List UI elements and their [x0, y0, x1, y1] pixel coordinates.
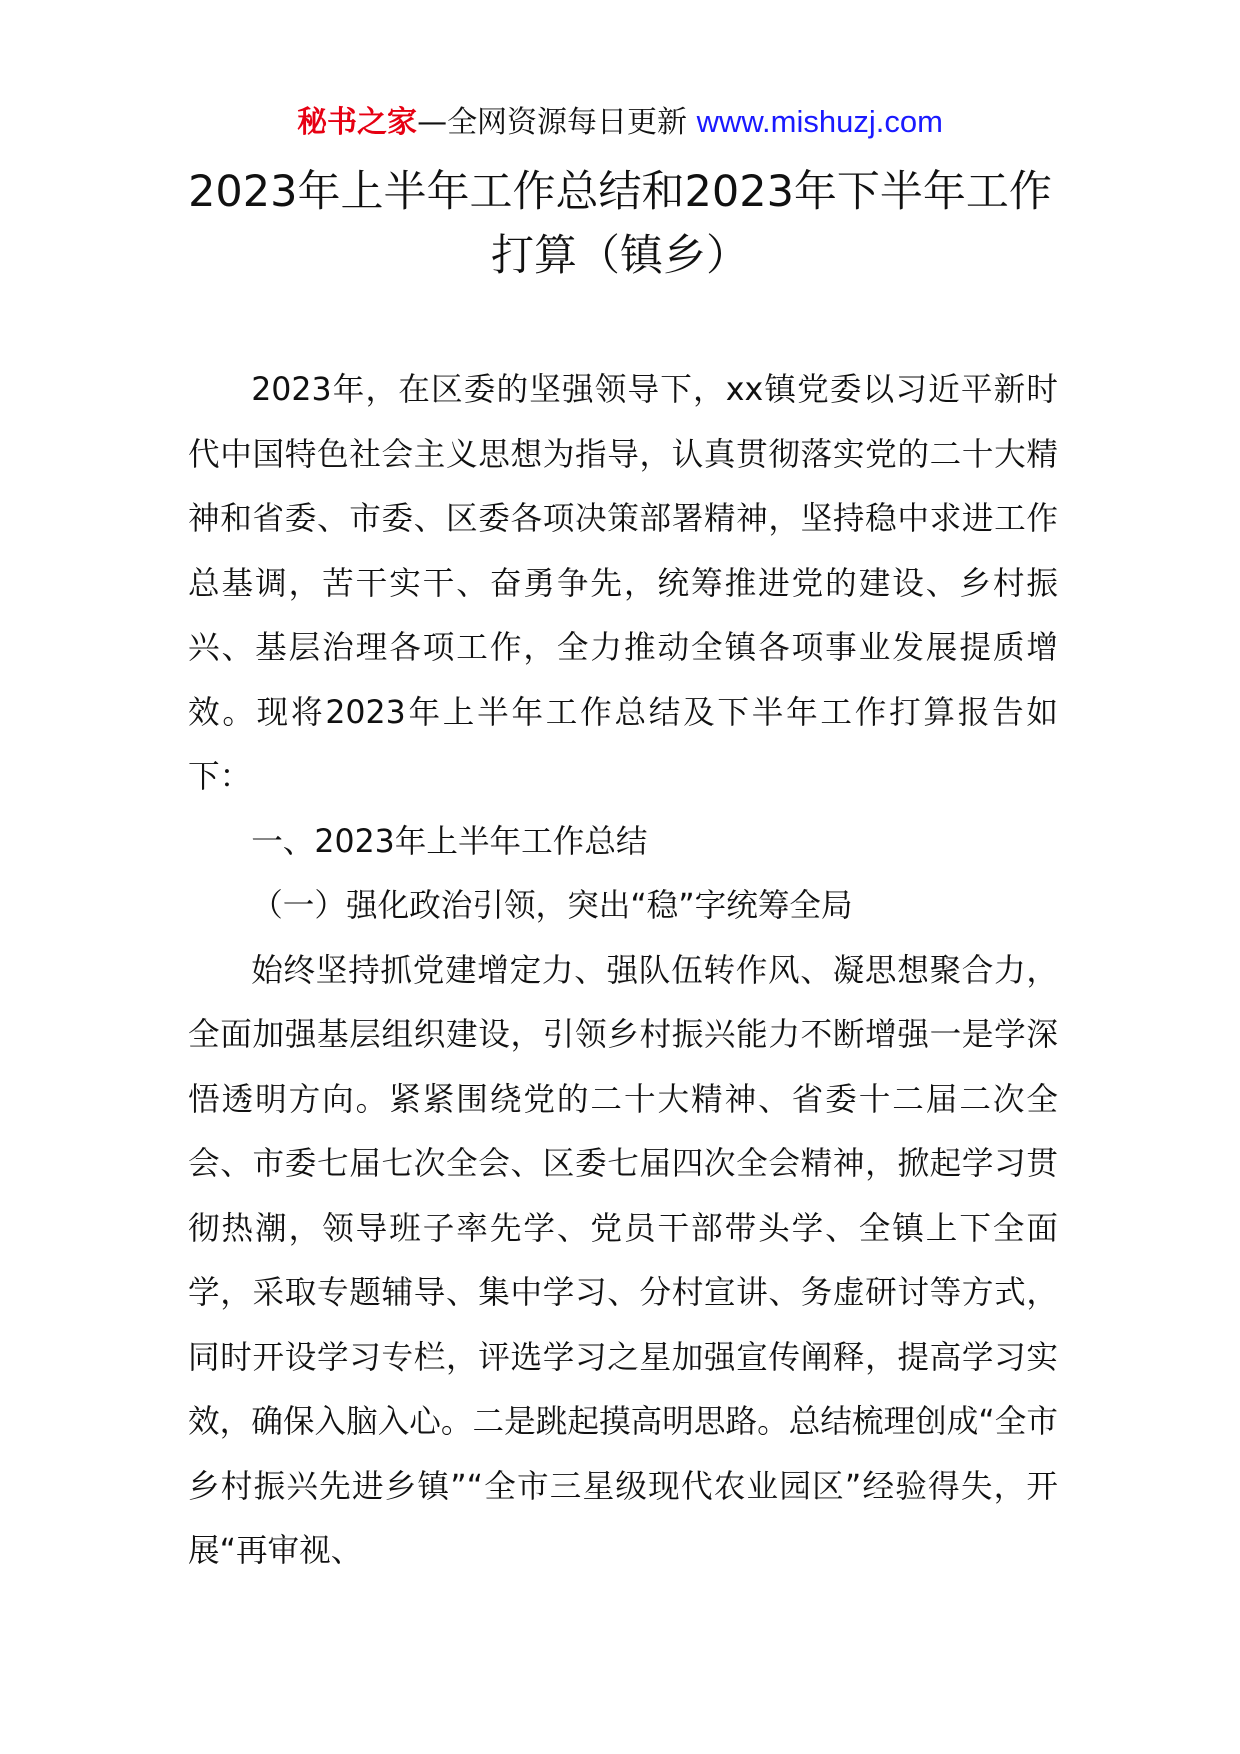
- intro-paragraph: 2023年，在区委的坚强领导下，xx镇党委以习近平新时代中国特色社会主义思想为指导，认真贯彻落实党的二十大精神和省委、市委、区委各项决策部署精神，坚持稳中求进工作总基调，苦干实干、奋勇争先，统筹推进党的建设、乡村振兴、基层治理各项工作，全力推动全镇各项事业发展提质增效。现将2023年上半年工作总结及下半年工作打算报告如下：: [188, 372, 1058, 795]
- body-paragraph: 始终坚持抓党建增定力、强队伍转作风、凝思想聚合力，全面加强基层组织建设，引领乡村振兴能力不断增强一是学深悟透明方向。紧紧围绕党的二十大精神、省委十二届二次全会、市委七届七次全会、区委七届四次全会精神，掀起学习贯彻热潮，领导班子率先学、党员干部带头学、全镇上下全面学，采取专题辅导、集中学习、分村宣讲、务虚研讨等方式，同时开设学习专栏，评选学习之星加强宣传阐释，提高学习实效，确保入脑入心。二是跳起摸高明思路。总结梳理创成“全市乡村振兴先进乡镇”“全市三星级现代农业园区”经验得失，开展“再审视、: [188, 952, 1058, 1569]
- document-title: 2023年上半年工作总结和2023年下半年工作打算（镇乡）: [188, 167, 1052, 281]
- subsection-heading-1: （一）强化政治引领，突出“稳”字统筹全局: [251, 888, 853, 924]
- brand-name: 秘书之家: [297, 105, 418, 140]
- site-url-link[interactable]: www.mishuzj.com: [696, 104, 943, 139]
- site-header: [0, 100, 1240, 145]
- document-body: [188, 358, 1058, 1584]
- section-heading-1: 一、2023年上半年工作总结: [251, 823, 648, 860]
- header-slogan: —全网资源每日更新: [417, 105, 688, 140]
